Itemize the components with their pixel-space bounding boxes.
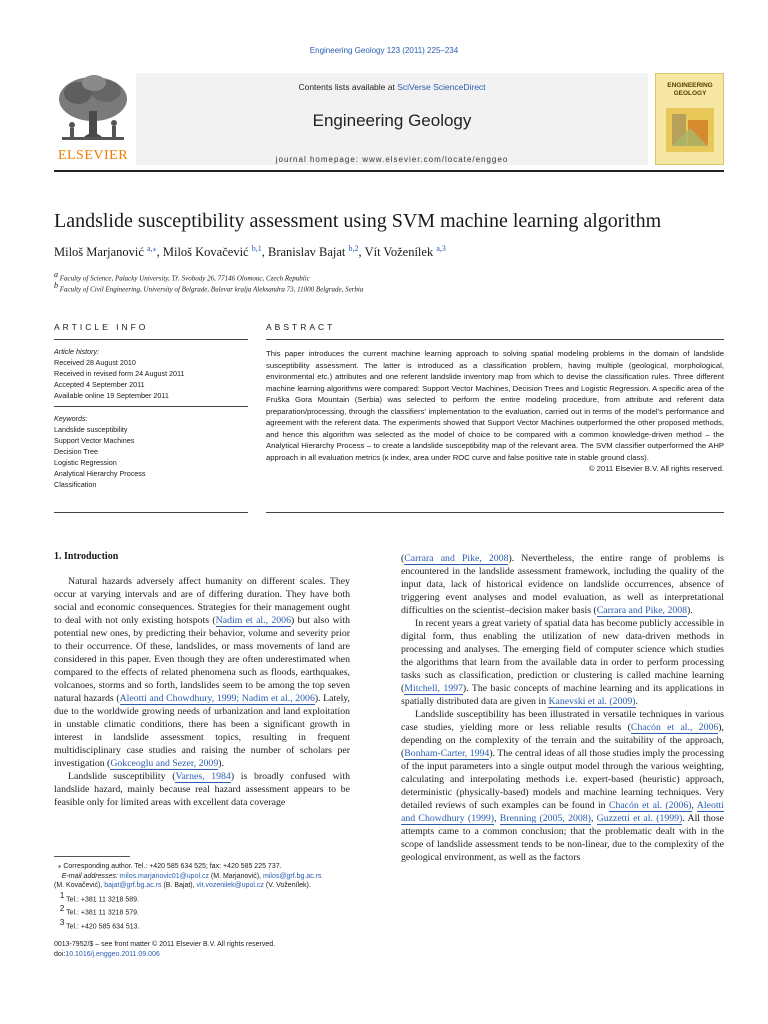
- text-run: . All those attempts came to a common conclusion; that the problematic dealt with in the scope of landslide assessment tends to be non-linear, due to the complexity of the geological environment, as well as the factors: [401, 813, 724, 863]
- footnote-text: Tel.: +381 11 3218 589.: [66, 895, 139, 903]
- doi-prefix: doi:: [54, 951, 66, 958]
- email-link[interactable]: bajat@grf.bg.ac.rs: [104, 882, 162, 889]
- keyword-item: Landslide susceptibility: [54, 425, 128, 434]
- article-history: [54, 346, 248, 401]
- text-run: ) but also with potential new ones, by predicting their behavior, volume and severity prior to their occurrence. Of these, landslides, or mass movements of land are considered in this paper. Even though they are often underestimated when compared to the effects of related phenomena such as floods, earthquakes, volcanoes, storms and so forth, landslides seem to be among the top seven natural hazards (: [54, 615, 350, 704]
- email-owner: (M. Kovačević),: [54, 882, 105, 889]
- keyword-item: Classification: [54, 480, 97, 489]
- divider: [54, 406, 248, 407]
- footnote-3: [54, 918, 384, 932]
- citation-link[interactable]: Gokceoglu and Sezer, 2009: [110, 758, 219, 769]
- affiliation-b: [54, 281, 363, 293]
- keyword-item: Support Vector Machines: [54, 436, 135, 445]
- text-run: Natural hazards adversely affect humanity on different scales. They occur at varying intervals and are of differing duration. They have both social and economic consequences. Strategies for their management ought to deal with not only existing hotspots (: [54, 576, 350, 626]
- divider: [54, 512, 248, 513]
- citation-link[interactable]: Carrara and Pike, 2008: [596, 605, 688, 616]
- journal-header: [54, 70, 724, 172]
- citation-link[interactable]: Guzzetti et al. (1999): [596, 813, 683, 824]
- journal-homepage[interactable]: journal homepage: www.elsevier.com/locate/enggeo: [275, 155, 509, 164]
- author-name: Vít Voženílek: [364, 245, 434, 260]
- cover-title: [660, 82, 720, 98]
- footnote-2: [54, 904, 384, 918]
- citation-link[interactable]: Bonham-Carter, 1994: [404, 748, 490, 759]
- text-run: ). Nevertheless, the entire range of problems is encountered in the landslide assessment framework, including the quality of the input data, lack of historical evidence on landslide occurrences, absence of triggering event analyses and model evaluation, as well as interpretational difficulties on the scientist–decision maker basis (: [401, 553, 724, 616]
- text-run: ). The central ideas of all those studies imply the processing of the input parameters into a single output model through the various weighting, calculating and interpolating methods i.e. expert-based (heuristic) approach, deterministic (physically-based) models and machine learning techniques. Very detailed reviews of such examples can be found in: [401, 748, 724, 811]
- paragraph: [401, 708, 724, 864]
- citation-link[interactable]: Kanevski et al. (2009): [548, 696, 636, 707]
- divider: [266, 339, 724, 340]
- abstract-text: This paper introduces the current machine learning approach to solving spatial modeling problems in the domain of landslide susceptibility assessment. The latter is introduced as a classification problem, having multiple (geological, morphological, environmental etc.) attributes and one referent landslide inventory map from which to devise the classification rules. Three different machine learning algorithms were compared: Support Vector Machines, Decision Trees and Logistic Regression. A specific area of the Fruška Gora Mountain (Serbia) was selected to perform the entire modeling procedure, from attribute and referent data preparation/processing, through the classifiers' implementation to the evaluation, carried out in terms of the model's performance and agreement with the referent data. The experiments showed that Support Vector Machines outperformed the other proposed methods, and hence this algorithm was selected as the model of choice to be compared with a common knowledge-driven method – the Analytical Hierarchy Process – to create a landslide susceptibility map of the relevant area. The SVM classifier outperformed the AHP approach in all evaluation metrics (κ index, area under ROC curve and false positive rate in stable ground class).: [266, 349, 724, 462]
- citation-link[interactable]: Aleotti and Chowdhury, 1999; Nadim et al., 2006: [119, 693, 315, 704]
- elsevier-wordmark: ELSEVIER: [57, 148, 129, 163]
- email-label: E-mail addresses:: [61, 872, 118, 880]
- email-link[interactable]: milos@grf.bg.ac.rs: [263, 872, 322, 880]
- author-affiliation-mark[interactable]: a,⁎: [147, 244, 157, 253]
- author-affiliation-mark[interactable]: a,3: [436, 244, 446, 253]
- footnote-text: Tel.: +420 585 634 513.: [66, 923, 140, 931]
- footnote-mark: ⁎: [57, 863, 62, 870]
- text-run: ,: [494, 813, 500, 824]
- footnotes: [54, 862, 384, 932]
- author-separator: ,: [156, 245, 163, 260]
- author-name: Branislav Bajat: [267, 245, 346, 260]
- keyword-item: Logistic Regression: [54, 458, 117, 467]
- divider: [54, 339, 248, 340]
- citation-link[interactable]: Carrara and Pike, 2008: [404, 553, 509, 564]
- journal-banner: [136, 73, 648, 165]
- contents-line: [136, 82, 648, 92]
- abstract-body: [266, 348, 724, 475]
- contents-prefix: Contents lists available at: [298, 82, 398, 92]
- doi-line: [54, 950, 454, 960]
- footnote-text: Tel.: +381 11 3218 579.: [66, 909, 139, 917]
- paragraph: [401, 552, 724, 617]
- citation-link[interactable]: Brenning (2005, 2008): [499, 813, 591, 824]
- journal-citation[interactable]: Engineering Geology 123 (2011) 225–234: [309, 46, 459, 55]
- history-label: Article history:: [54, 347, 100, 356]
- footnote-mark: 3: [59, 918, 65, 928]
- keyword-item: Decision Tree: [54, 447, 98, 456]
- history-item: Accepted 4 September 2011: [54, 380, 145, 389]
- affiliation-text: Faculty of Science, Palacky University, Tř. Svobody 26, 77146 Olomouc, Czech Republic: [59, 274, 310, 283]
- keywords-label: Keywords:: [54, 414, 88, 423]
- copyright-notice: © 2011 Elsevier B.V. All rights reserved.: [588, 464, 724, 473]
- citation-link[interactable]: Chacón et al., 2006: [630, 722, 719, 733]
- author-affiliation-mark[interactable]: b,2: [348, 244, 359, 253]
- text-run: In recent years a great variety of spatial data has become publicly accessible in digital form, thus enabling the utilization of new data-driven methods in processing and analyses. The emerging field of computer science which studies the algorithms that learn from the available data in order to perform processing tasks such as classification, prediction or clustering is called machine learning (: [401, 618, 724, 694]
- paragraph: [401, 617, 724, 708]
- paper-title: Landslide susceptibility assessment using SVM machine learning algorithm: [54, 210, 662, 232]
- journal-cover-thumbnail: [655, 73, 724, 165]
- paragraph: [54, 575, 350, 770]
- footnote-divider: [54, 856, 130, 857]
- citation-link[interactable]: Nadim et al., 2006: [215, 615, 291, 626]
- journal-name: Engineering Geology: [312, 111, 472, 130]
- text-run: ,: [691, 800, 697, 811]
- email-owner: (V. Voženílek).: [263, 882, 311, 889]
- history-item: Received in revised form 24 August 2011: [54, 369, 185, 378]
- text-run: ,: [590, 813, 597, 824]
- footnote-mark: 1: [59, 890, 65, 900]
- text-run: (: [401, 553, 405, 564]
- history-item: Received 28 August 2010: [54, 358, 136, 367]
- email-owner: (B. Bajat),: [161, 882, 197, 889]
- keyword-item: Analytical Hierarchy Process: [54, 469, 146, 478]
- author-affiliation-mark[interactable]: b,1: [251, 244, 262, 253]
- text-run: .: [635, 696, 638, 707]
- affiliation-mark: a: [54, 270, 58, 279]
- cover-title-line-1: ENGINEERING: [667, 82, 713, 89]
- text-run: ). The basic concepts of machine learning and its applications in spatially distributed data are given in: [401, 683, 725, 707]
- citation-link[interactable]: Varnes, 1984: [175, 771, 231, 782]
- article-info-heading: ARTICLE INFO: [54, 322, 149, 332]
- citation-link[interactable]: Chacón et al. (2006): [608, 800, 692, 811]
- author-separator: ,: [358, 245, 365, 260]
- author-name: Miloš Kovačević: [162, 245, 249, 260]
- cover-title-line-2: GEOLOGY: [673, 90, 707, 97]
- citation-link[interactable]: Aleotti and Chowdhury (1999): [401, 800, 725, 824]
- paragraph: [54, 770, 350, 809]
- text-run: ).: [218, 758, 224, 769]
- footnote-1: [54, 891, 384, 905]
- body-column-left: [54, 550, 350, 809]
- citation-link[interactable]: Mitchell, 1997: [404, 683, 463, 694]
- keywords: [54, 413, 248, 490]
- history-item: Available online 19 September 2011: [54, 391, 169, 400]
- body-column-right: [401, 552, 724, 864]
- tree-icon: [54, 73, 132, 149]
- author-list: [54, 244, 734, 260]
- text-run: ).: [687, 605, 693, 616]
- footnote-mark: 2: [59, 904, 65, 914]
- text-run: ). Lately, due to the worldwide growing needs of urbanization and land exploitation in unstable climatic conditions, there has been a significant growth in interest in landslide assessment topics, resulting in frequent multidisciplinary case studies and raising the number of scholars per investigation (: [54, 693, 351, 769]
- email-addresses: [54, 872, 384, 882]
- divider: [266, 512, 724, 513]
- sciencedirect-link[interactable]: SciVerse ScienceDirect: [397, 82, 486, 92]
- abstract-heading: ABSTRACT: [266, 322, 336, 332]
- text-run: ) is broadly confused with landslide hazard, mainly because real hazard assessment appears to be feasible only for limited areas with excellent data coverage: [54, 771, 350, 808]
- text-run: ), depending on the complexity of the terrain and the suitability of the approach, (: [401, 722, 724, 759]
- affiliation-text: Faculty of Civil Engineering, University of Belgrade, Bulevar kralja Aleksandra 73, 11000 Belgrade, Serbia: [59, 285, 364, 294]
- email-link[interactable]: milos.marjanovic01@upol.cz: [119, 872, 209, 880]
- email-link[interactable]: vit.vozenilek@upol.cz: [196, 882, 264, 889]
- front-matter: [54, 940, 454, 960]
- section-heading: 1. Introduction: [54, 551, 119, 562]
- author-name: Miloš Marjanović: [54, 245, 144, 260]
- text-run: Landslide susceptibility (: [68, 771, 176, 782]
- cover-art-icon: [666, 108, 714, 152]
- email-addresses-cont: [54, 881, 384, 891]
- email-owner: (M. Marjanović),: [208, 872, 264, 880]
- doi-link[interactable]: 10.1016/j.enggeo.2011.09.006: [65, 951, 160, 958]
- issn-line: 0013-7952/$ – see front matter © 2011 Elsevier B.V. All rights reserved.: [54, 941, 276, 948]
- corresponding-author-note: [54, 862, 384, 872]
- author-separator: ,: [261, 245, 268, 260]
- affiliation-mark: b: [54, 281, 58, 290]
- text-run: Landslide susceptibility has been illustrated in versatile techniques in various case studies, yielding more or less reliable results (: [401, 709, 724, 733]
- footnote-text: Corresponding author. Tel.: +420 585 634 525; fax: +420 585 225 737.: [63, 863, 282, 870]
